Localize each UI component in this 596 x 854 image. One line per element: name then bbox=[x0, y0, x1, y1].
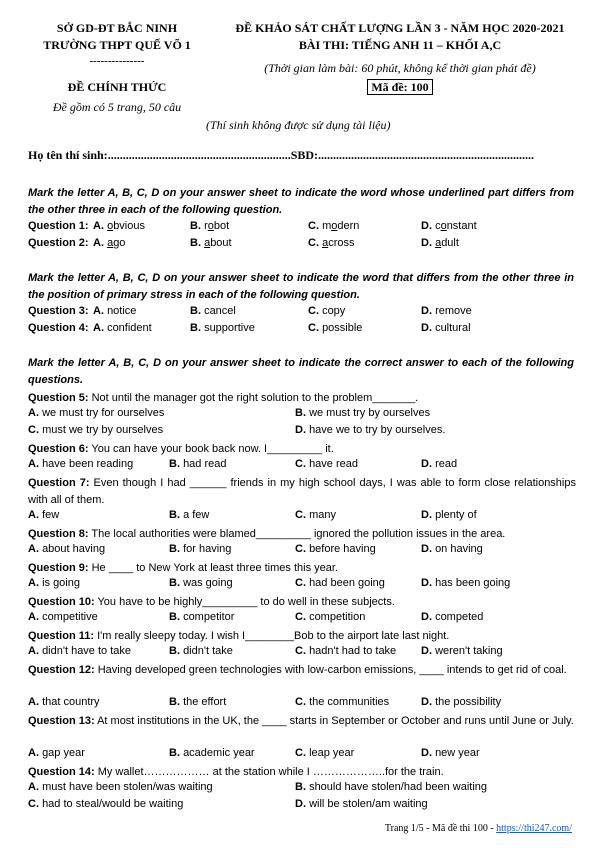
question-stem: Question 10: You have to be highly_________ to do well in these subjects. bbox=[28, 596, 395, 608]
option-b[interactable]: B. robot bbox=[190, 220, 230, 232]
footer-text: Trang 1/5 - Mã đề thi 100 - bbox=[384, 823, 497, 834]
option-d[interactable]: D. competed bbox=[421, 611, 484, 623]
option-b[interactable]: B. the effort bbox=[169, 696, 227, 708]
question-stem: Question 13: At most institutions in the UK, the ____ starts in September or October and runs until June or July. bbox=[28, 715, 574, 727]
option-b[interactable]: B. was going bbox=[169, 577, 233, 589]
question-label: Question 4: bbox=[28, 322, 89, 334]
option-c[interactable]: C. had to steal/would be waiting bbox=[28, 798, 184, 810]
option-d[interactable]: D. on having bbox=[421, 543, 483, 555]
section1-instruction: Mark the letter A, B, C, D on your answer sheet to indicate the word whose underlined part differs from the other three in each of the following question. bbox=[28, 187, 574, 216]
school-name: TRƯỜNG THPT QUẾ VÕ 1 bbox=[43, 38, 191, 52]
option-a[interactable]: A. obvious bbox=[93, 220, 145, 232]
option-b[interactable]: B. should have stolen/had been waiting bbox=[295, 781, 488, 793]
option-b[interactable]: B. about bbox=[190, 237, 232, 249]
option-d[interactable]: D. the possibility bbox=[421, 696, 502, 708]
option-b[interactable]: B. we must try by ourselves bbox=[295, 407, 431, 419]
header-separator: --------------- bbox=[89, 55, 145, 67]
exam-subject: BÀI THI: TIẾNG ANH 11 – KHỐI A,C bbox=[298, 38, 502, 52]
no-materials-note: (Thí sinh không được sử dụng tài liệu) bbox=[206, 118, 391, 132]
question-label: Question 1: bbox=[28, 220, 89, 232]
option-c[interactable]: C. many bbox=[295, 509, 336, 521]
option-c[interactable]: C. had been going bbox=[295, 577, 385, 589]
question-label: Question 3: bbox=[28, 305, 89, 317]
option-b[interactable]: B. academic year bbox=[169, 747, 255, 759]
question-stem: Question 11: I'm really sleepy today. I wish I________Bob to the airport late last night. bbox=[28, 630, 450, 642]
option-a[interactable]: A. notice bbox=[93, 305, 137, 317]
option-b[interactable]: B. competitor bbox=[169, 611, 235, 623]
section3-instruction: Mark the letter A, B, C, D on your answer sheet to indicate the correct answer to each of the following questions. bbox=[28, 357, 574, 386]
option-c[interactable]: C. must we try by ourselves bbox=[28, 424, 164, 436]
official-label: ĐỀ CHÍNH THỨC bbox=[67, 80, 167, 94]
question-stem: Question 14: My wallet……………… at the station while I ………………..for the train. bbox=[28, 766, 444, 778]
option-c[interactable]: C. across bbox=[308, 237, 355, 249]
student-info-line bbox=[28, 148, 534, 163]
option-c[interactable]: C. possible bbox=[308, 322, 363, 334]
option-b[interactable]: B. for having bbox=[169, 543, 232, 555]
option-b[interactable]: B. didn't take bbox=[169, 645, 233, 657]
option-d[interactable]: D. cultural bbox=[421, 322, 471, 334]
option-d[interactable]: D. adult bbox=[421, 237, 459, 249]
option-d[interactable]: D. remove bbox=[421, 305, 472, 317]
option-a[interactable]: A. ago bbox=[93, 237, 126, 249]
sbd-dots: ........................................................................ bbox=[318, 148, 535, 162]
option-a[interactable]: A. must have been stolen/was waiting bbox=[28, 781, 213, 793]
option-d[interactable]: D. plenty of bbox=[421, 509, 477, 521]
option-d[interactable]: D. read bbox=[421, 458, 458, 470]
option-c[interactable]: C. competition bbox=[295, 611, 366, 623]
question-stem: Question 6: You can have your book back now. I_________ it. bbox=[28, 443, 334, 455]
exam-time-note: (Thời gian làm bài: 60 phút, không kể thời gian phát đề) bbox=[264, 61, 536, 75]
option-a[interactable]: A. confident bbox=[93, 322, 152, 334]
pages-note: Đề gồm có 5 trang, 50 câu bbox=[52, 100, 182, 114]
option-d[interactable]: D. will be stolen/am waiting bbox=[295, 798, 428, 810]
option-a[interactable]: A. have been reading bbox=[28, 458, 134, 470]
question-stem: Question 8: The local authorities were blamed_________ ignored the pollution issues in the area. bbox=[28, 528, 506, 540]
question-stem: Question 7: Even though I had ______ friends in my high school days, I was able to form close relationships with all of them. bbox=[28, 477, 576, 506]
option-b[interactable]: B. supportive bbox=[190, 322, 255, 334]
option-a[interactable]: A. we must try for ourselves bbox=[28, 407, 165, 419]
question-stem: Question 9: He ____ to New York at least three times this year. bbox=[28, 562, 338, 574]
option-b[interactable]: B. a few bbox=[169, 509, 210, 521]
option-a[interactable]: A. about having bbox=[28, 543, 106, 555]
option-d[interactable]: D. has been going bbox=[421, 577, 511, 589]
option-c[interactable]: C. have read bbox=[295, 458, 358, 470]
option-d[interactable]: D. have we to try by ourselves. bbox=[295, 424, 446, 436]
student-name-dots: ............................................................. bbox=[107, 148, 291, 162]
question-label: Question 2: bbox=[28, 237, 89, 249]
department-name: SỞ GD-ĐT BẮC NINH bbox=[56, 21, 178, 35]
option-c[interactable]: C. leap year bbox=[295, 747, 355, 759]
footer-link[interactable]: https://thi247.com/ bbox=[496, 823, 572, 834]
exam-code: Mã đề: 100 bbox=[367, 79, 432, 95]
option-b[interactable]: B. had read bbox=[169, 458, 227, 470]
page-footer bbox=[385, 823, 572, 834]
option-b[interactable]: B. cancel bbox=[190, 305, 236, 317]
option-c[interactable]: C. before having bbox=[295, 543, 376, 555]
option-d[interactable]: D. constant bbox=[421, 220, 477, 232]
option-a[interactable]: A. is going bbox=[28, 577, 80, 589]
option-d[interactable]: D. weren't taking bbox=[421, 645, 503, 657]
student-name-label: Họ tên thí sinh: bbox=[28, 148, 108, 162]
exam-code-box bbox=[214, 80, 586, 95]
option-a[interactable]: A. few bbox=[28, 509, 60, 521]
option-c[interactable]: C. modern bbox=[308, 220, 360, 232]
option-a[interactable]: A. competitive bbox=[28, 611, 98, 623]
option-a[interactable]: A. gap year bbox=[28, 747, 85, 759]
exam-title: ĐỀ KHẢO SÁT CHẤT LƯỢNG LẦN 3 - NĂM HỌC 2020-2021 bbox=[235, 21, 565, 35]
option-a[interactable]: A. that country bbox=[28, 696, 100, 708]
option-c[interactable]: C. hadn't had to take bbox=[295, 645, 397, 657]
option-d[interactable]: D. new year bbox=[421, 747, 480, 759]
option-c[interactable]: C. copy bbox=[308, 305, 346, 317]
option-c[interactable]: C. the communities bbox=[295, 696, 390, 708]
option-a[interactable]: A. didn't have to take bbox=[28, 645, 132, 657]
question-stem: Question 12: Having developed green technologies with low-carbon emissions, ____ intends to get rid of coal. bbox=[28, 664, 567, 676]
section2-instruction: Mark the letter A, B, C, D on your answer sheet to indicate the word that differs from the other three in the position of primary stress in each of the following question. bbox=[28, 272, 574, 301]
sbd-label: SBD: bbox=[290, 148, 319, 162]
question-stem: Question 5: Not until the manager got the right solution to the problem_______. bbox=[28, 392, 419, 404]
